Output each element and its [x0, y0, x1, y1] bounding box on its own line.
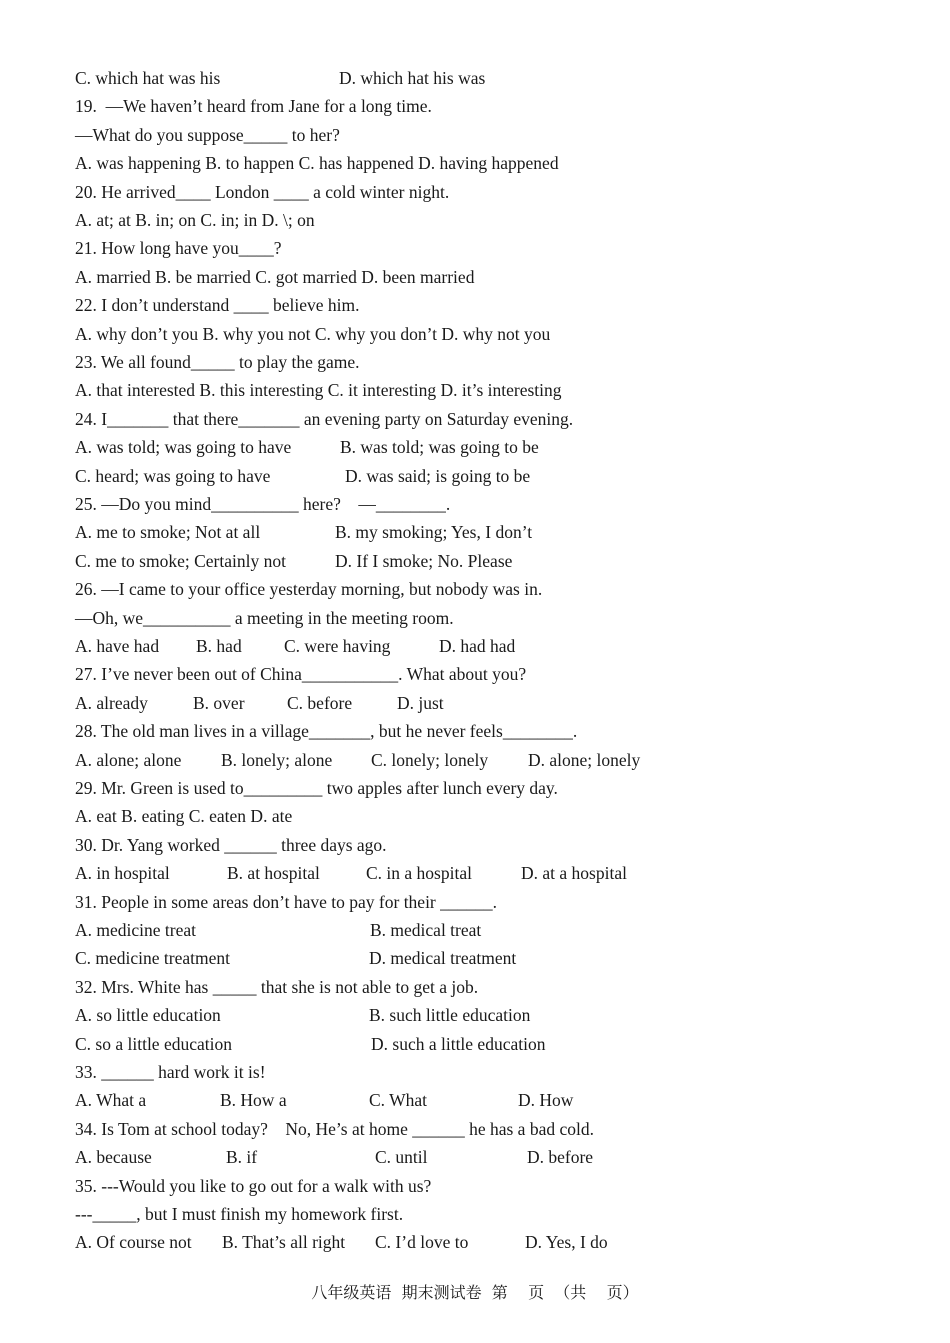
option-text: B. lonely; alone	[221, 749, 333, 770]
option-text: B. such little education	[369, 1005, 531, 1026]
option-text: B. if	[226, 1147, 258, 1168]
option-text: B. was told; was going to be	[340, 437, 539, 458]
option-text: B. How a	[220, 1090, 287, 1111]
line-text: 33. ______ hard work it is!	[75, 1062, 266, 1082]
option-text: C. medicine treatment	[75, 948, 231, 969]
option-text: B. had	[196, 636, 242, 656]
option-text: D. If I smoke; No. Please	[335, 550, 513, 571]
option-text: C. which hat was his	[75, 68, 221, 88]
line-text: 21. How long have you____?	[75, 238, 282, 259]
option-text: D. Yes, I do	[525, 1232, 608, 1253]
option-text: D. just	[397, 692, 444, 713]
line-text: 28. The old man lives in a village_______, but he never feels________.	[75, 721, 578, 742]
option-text: A. medicine treat	[75, 920, 196, 940]
option-text: A. me to smoke; Not at all	[75, 522, 261, 543]
line-text: ---_____, but I must finish my homework first.	[75, 1204, 404, 1224]
option-text: D. which hat his was	[339, 68, 486, 88]
line-text: 26. —I came to your office yesterday morning, but nobody was in.	[75, 579, 543, 600]
option-text: D. How	[518, 1090, 574, 1111]
option-text: A. was told; was going to have	[75, 437, 292, 458]
option-text: C. What	[369, 1090, 428, 1111]
line-text: A. was happening B. to happen C. has happened D. having happened	[75, 153, 559, 174]
option-text: C. so a little education	[75, 1033, 232, 1054]
line-text: 31. People in some areas don’t have to pay for their ______.	[75, 891, 498, 912]
line-text: A. eat B. eating C. eaten D. ate	[75, 806, 293, 827]
option-text: A. alone; alone	[75, 749, 182, 770]
line-text: 23. We all found_____ to play the game.	[75, 352, 360, 372]
option-text: A. Of course not	[75, 1232, 192, 1253]
option-text: D. medical treatment	[369, 948, 517, 969]
option-text: A. because	[75, 1147, 152, 1168]
option-text: A. in hospital	[75, 863, 170, 884]
line-text: 30. Dr. Yang worked ______ three days ago.	[75, 834, 387, 855]
option-text: A. already	[75, 692, 148, 713]
line-text: 25. —Do you mind__________ here? —________.	[75, 494, 451, 514]
line-text: 19. —We haven’t heard from Jane for a long time.	[75, 96, 432, 117]
option-text: D. before	[527, 1147, 594, 1168]
option-text: B. my smoking; Yes, I don’t	[335, 522, 533, 543]
line-text: —What do you suppose_____ to her?	[75, 124, 340, 145]
option-text: C. were having	[284, 636, 391, 656]
line-text: 27. I’ve never been out of China___________. What about you?	[75, 664, 527, 685]
line-text: 29. Mr. Green is used to_________ two apples after lunch every day.	[75, 778, 558, 798]
option-text: B. That’s all right	[222, 1232, 346, 1253]
option-text: A. have had	[75, 636, 160, 656]
line-text: 22. I don’t understand ____ believe him.	[75, 295, 360, 316]
option-text: C. heard; was going to have	[75, 465, 271, 486]
line-text: 35. ---Would you like to go out for a walk with us?	[75, 1175, 432, 1196]
option-text: D. such a little education	[371, 1033, 546, 1054]
line-text: A. married B. be married C. got married D. been married	[75, 266, 475, 287]
line-text: 24. I_______ that there_______ an evening party on Saturday evening.	[75, 408, 574, 429]
option-text: D. had had	[439, 636, 516, 656]
line-text: A. why don’t you B. why you not C. why you don’t D. why not you	[75, 323, 551, 344]
line-text: A. that interested B. this interesting C. it interesting D. it’s interesting	[75, 380, 562, 401]
option-text: C. me to smoke; Certainly not	[75, 550, 286, 571]
page-footer: 八年级英语 期末测试卷 第 页 （共 页）	[311, 1283, 639, 1302]
option-text: A. so little education	[75, 1005, 221, 1026]
option-text: B. over	[193, 692, 245, 713]
option-text: D. was said; is going to be	[345, 465, 531, 486]
line-text: 34. Is Tom at school today? No, He’s at home ______ he has a bad cold.	[75, 1118, 594, 1139]
line-text: 32. Mrs. White has _____ that she is not able to get a job.	[75, 976, 479, 997]
option-text: B. at hospital	[227, 863, 320, 884]
line-text: 20. He arrived____ London ____ a cold winter night.	[75, 181, 450, 202]
option-text: A. What a	[75, 1090, 147, 1111]
line-text: —Oh, we__________ a meeting in the meeting room.	[75, 607, 454, 628]
option-text: B. medical treat	[370, 920, 482, 940]
option-text: D. at a hospital	[521, 863, 627, 884]
option-text: C. I’d love to	[375, 1232, 469, 1253]
option-text: C. lonely; lonely	[371, 749, 489, 770]
option-text: D. alone; lonely	[528, 749, 641, 770]
line-text: A. at; at B. in; on C. in; in D. \; on	[75, 210, 315, 230]
option-text: C. in a hospital	[366, 863, 472, 884]
option-text: C. before	[287, 692, 353, 713]
option-text: C. until	[375, 1147, 428, 1168]
